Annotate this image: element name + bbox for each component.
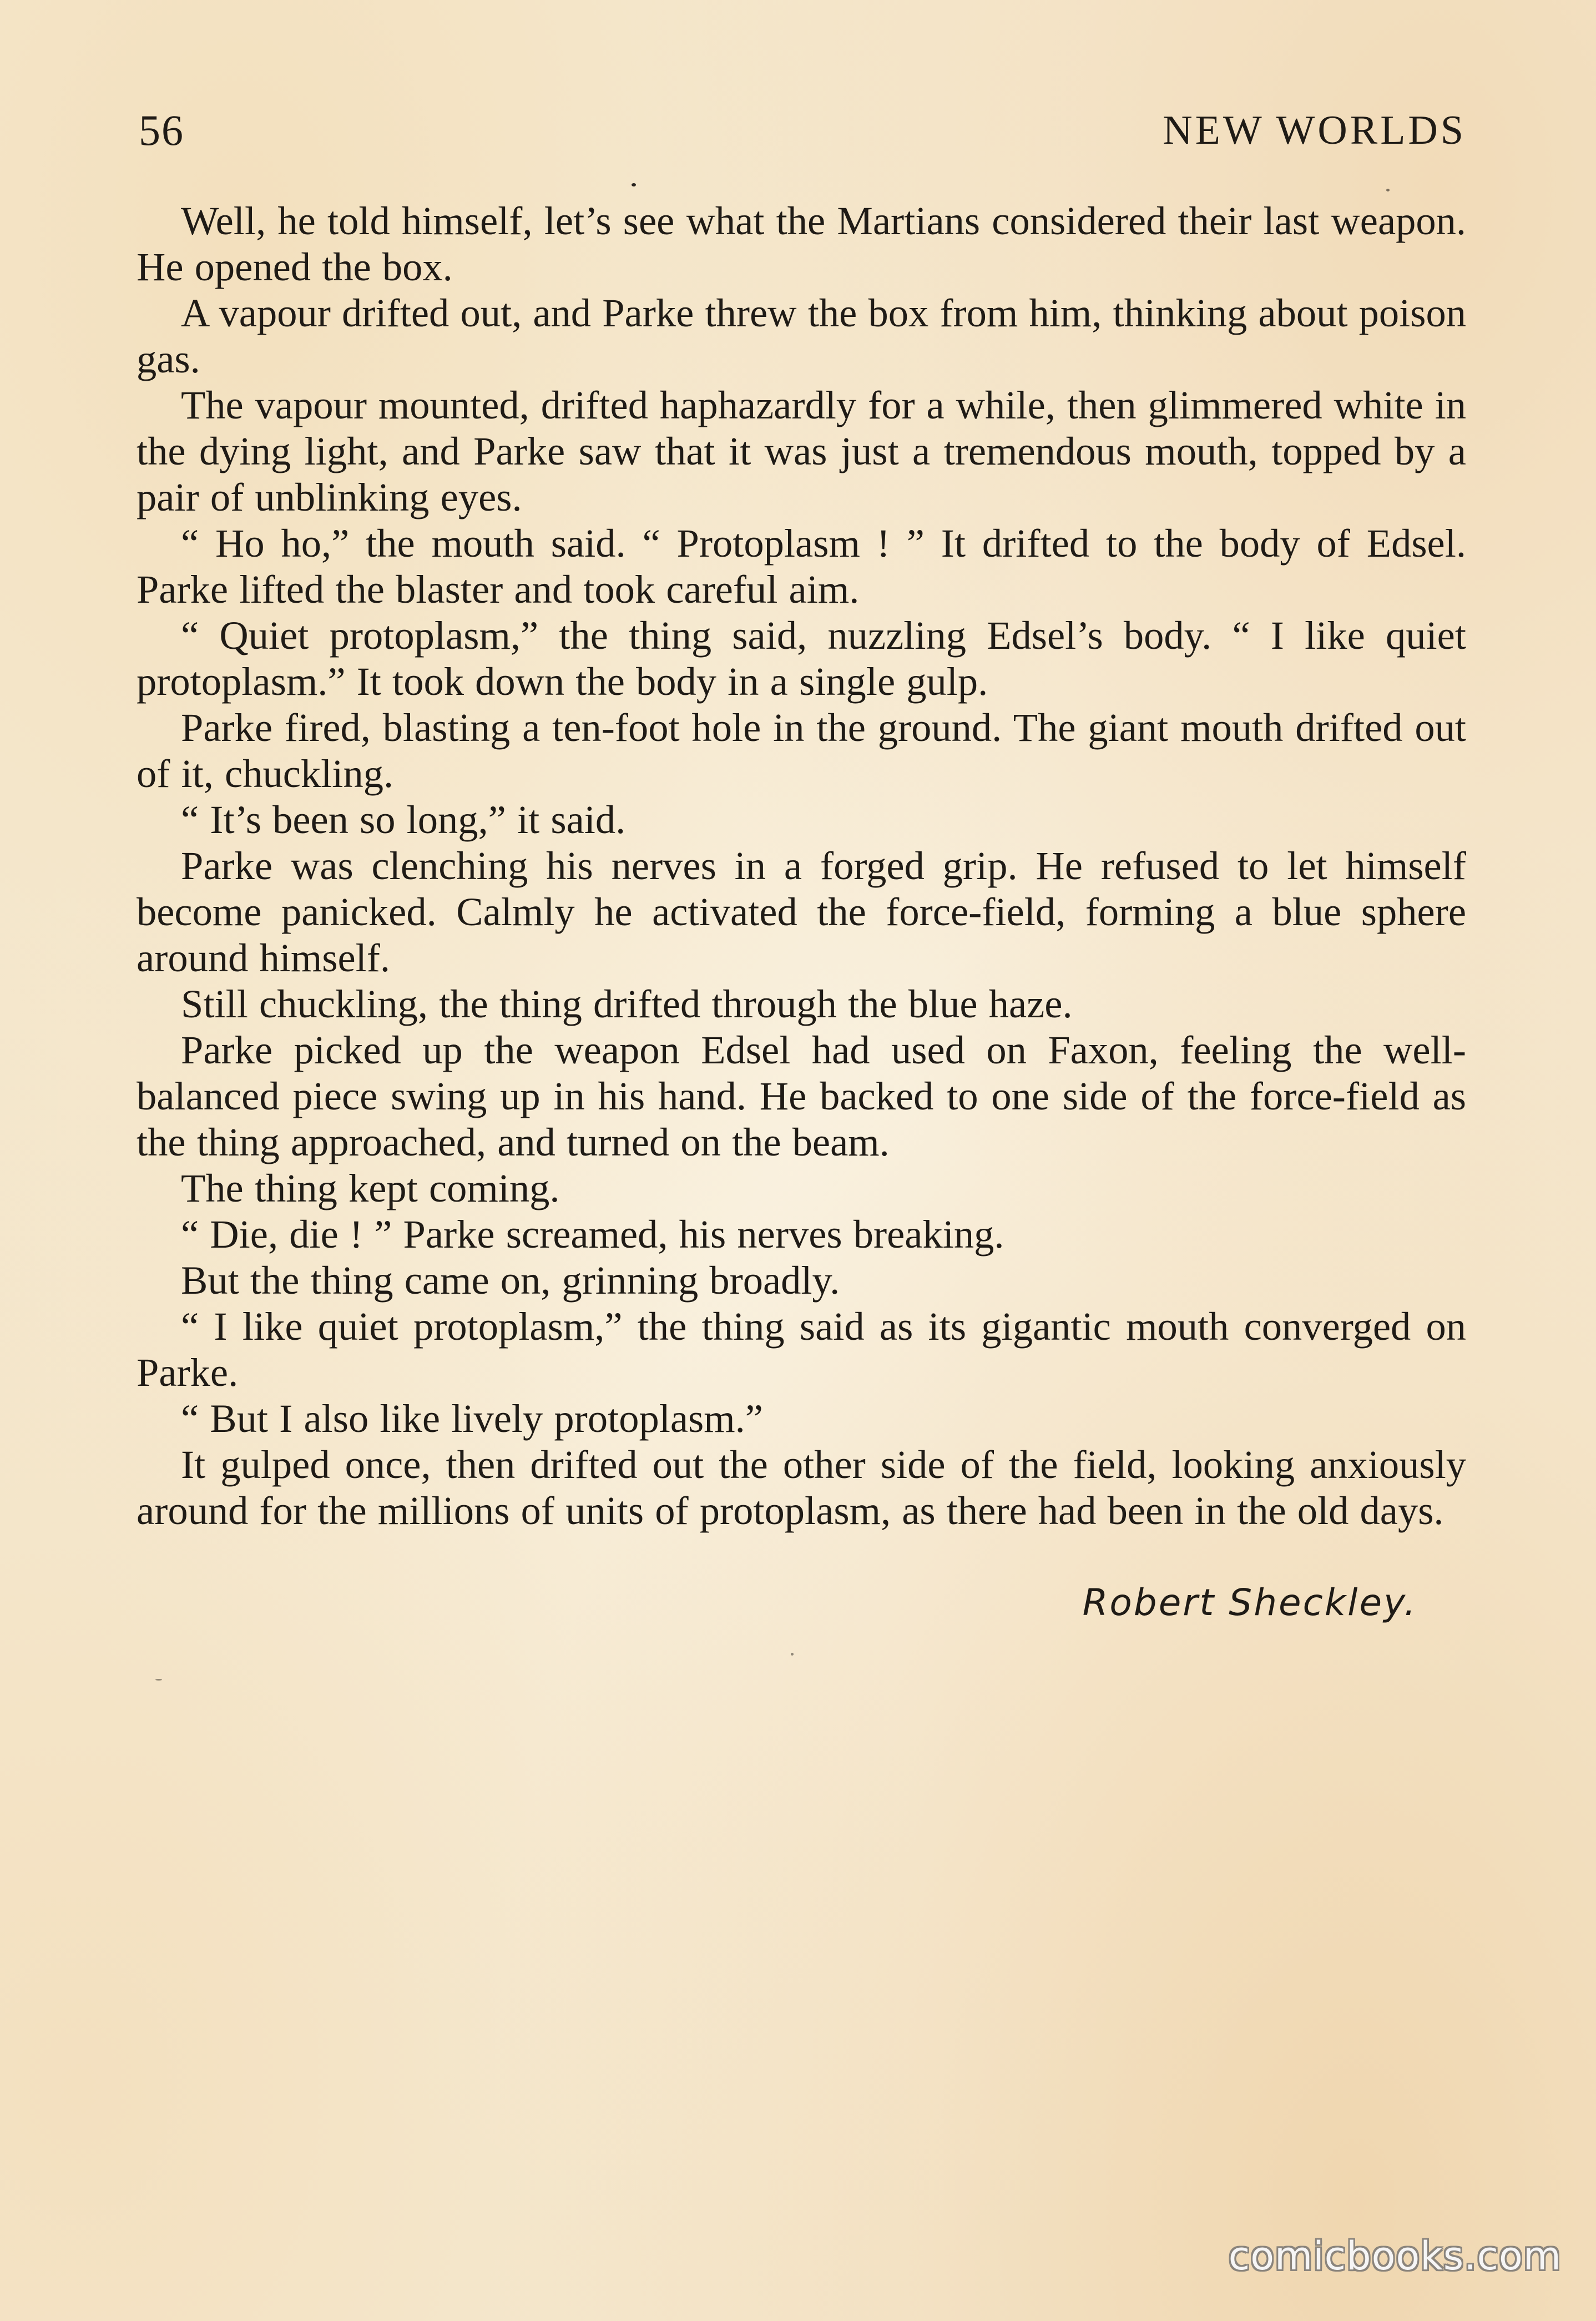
paragraph: The thing kept coming. bbox=[181, 1165, 560, 1210]
author-signature: Robert Sheckley. bbox=[1082, 1581, 1417, 1624]
watermark: comicbooks.com bbox=[1228, 2233, 1562, 2279]
paragraph: “ Quiet protoplasm,” the thing said, nuzzling Edsel’s body. “ I like quiet protoplasm.” It took down the body in a single gulp. bbox=[137, 613, 1466, 704]
paragraph: Parke fired, blasting a ten-foot hole in the ground. The giant mouth drifted out of it, chuckling. bbox=[137, 705, 1466, 796]
paragraph: “ But I also like lively protoplasm.” bbox=[181, 1396, 763, 1441]
paragraph: A vapour drifted out, and Parke threw the box from him, thinking about poison gas. bbox=[137, 290, 1466, 381]
paper-speck bbox=[1386, 189, 1390, 191]
paragraph: The vapour mounted, drifted haphazardly for a while, then glimmered white in the dying light, and Parke saw that it was just a tremendous mouth, topped by a pair of unblinking eyes. bbox=[137, 382, 1466, 519]
story-text bbox=[137, 198, 1466, 1533]
paragraph: “ Die, die ! ” Parke screamed, his nerves breaking. bbox=[181, 1212, 1004, 1257]
paragraph: “ I like quiet protoplasm,” the thing said as its gigantic mouth converged on Parke. bbox=[137, 1304, 1466, 1395]
paragraph: Well, he told himself, let’s see what the Martians considered their last weapon. He opened the box. bbox=[137, 198, 1466, 289]
paper-speck bbox=[632, 183, 636, 186]
running-head: NEW WORLDS bbox=[1163, 108, 1466, 153]
paragraph: It gulped once, then drifted out the other side of the field, looking anxiously around for the millions of units of protoplasm, as there had been in the old days. bbox=[137, 1442, 1466, 1533]
paper-speck bbox=[155, 1679, 162, 1681]
page-number: 56 bbox=[139, 106, 184, 154]
paragraph: But the thing came on, grinning broadly. bbox=[181, 1258, 840, 1303]
paragraph: “ It’s been so long,” it said. bbox=[181, 797, 626, 842]
paragraph: “ Ho ho,” the mouth said. “ Protoplasm ! ” It drifted to the body of Edsel. Parke lifted the blaster and took careful aim. bbox=[137, 521, 1466, 612]
paragraph: Parke was clenching his nerves in a forged grip. He refused to let himself become panicked. Calmly he activated the force-field, forming a blue sphere around himself. bbox=[137, 843, 1466, 980]
paper-speck bbox=[791, 1653, 794, 1656]
paragraph: Parke picked up the weapon Edsel had used on Faxon, feeling the well-balanced piece swing up in his hand. He backed to one side of the force-field as the thing approached, and turned on the beam. bbox=[137, 1027, 1466, 1164]
paragraph: Still chuckling, the thing drifted through the blue haze. bbox=[181, 981, 1073, 1026]
